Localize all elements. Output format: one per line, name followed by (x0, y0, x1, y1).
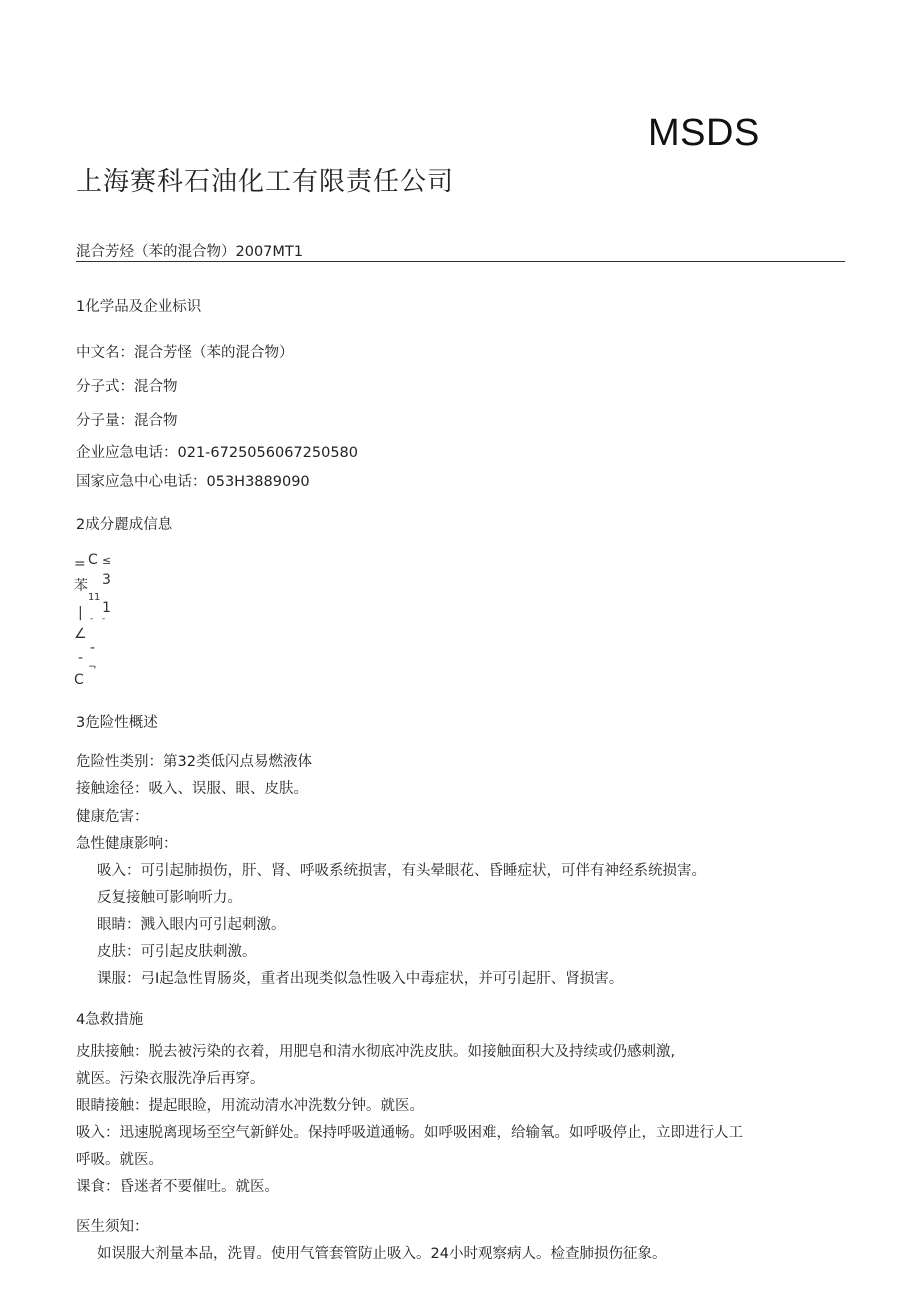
garbled-glyph: - (78, 650, 84, 666)
garbled-glyph: = (74, 556, 86, 572)
garbled-glyph: 1 (88, 592, 95, 603)
garbled-glyph: 3 (102, 572, 111, 588)
acute-health-effects-label: 急性健康影响： (76, 836, 178, 852)
garbled-glyph: C (74, 672, 84, 688)
garbled-glyph: ∠ (74, 626, 87, 642)
garbled-glyph: - (90, 614, 94, 624)
inhalation-aid-line1: 吸入：迅速脱离现场至空气新鲜处。保持呼吸道通畅。如呼吸困难，给输氧。如呼吸停止，立即进行人工 (76, 1125, 743, 1141)
chinese-name: 中文名：混合芳怪（苯的混合物） (76, 345, 294, 361)
document-title: 混合芳烃（苯的混合物）2007MT1 (76, 244, 303, 260)
section2-title: 2成分麗成信息 (76, 517, 173, 533)
hazard-category: 危险性类别：第32类低闪点易燃液体 (76, 754, 312, 770)
molecular-formula: 分子式：混合物 (76, 379, 178, 395)
doctor-notes-label: 医生须知： (76, 1219, 149, 1235)
ingestion-effect: 课服：弓I起急性胃肠炎，重者出现类似急性吸入中毒症状，并可引起肝、肾损害。 (97, 971, 624, 987)
garbled-glyph: - (90, 640, 96, 656)
garbled-glyph: 1 (102, 600, 111, 616)
skin-contact-line2: 就医。污染衣服洗净后再穿。 (76, 1071, 265, 1087)
exposure-route: 接触途径：吸入、误服、眼、皮肤。 (76, 781, 308, 797)
skin-contact-line1: 皮肤接触：脱去被污染的衣着，用肥皂和清水彻底冲洗皮肤。如接触面积大及持续或仍感刺激, (76, 1044, 676, 1060)
skin-effect: 皮肤：可引起皮肤刺激。 (97, 944, 257, 960)
garbled-glyph: C (88, 552, 98, 568)
ingestion-aid: 课食：昏迷者不要催吐。就医。 (76, 1179, 279, 1195)
garbled-composition-table (74, 553, 114, 691)
inhalation-aid-line2: 呼吸。就医。 (76, 1152, 163, 1168)
section1-title: 1化学品及企业标识 (76, 299, 202, 315)
molecular-weight: 分子量：混合物 (76, 413, 178, 429)
garbled-glyph: - (102, 614, 106, 624)
doctor-notes-text: 如误服大剂量本品，洗胃。使用气管套管防止吸入。24小时观察病人。检查肺损伤征象。 (97, 1246, 667, 1262)
garbled-glyph: 1 (94, 592, 101, 603)
garbled-glyph: ≤ (102, 554, 112, 567)
eye-contact: 眼睛接触：提起眼睑，用流动清水冲洗数分钟。就医。 (76, 1098, 424, 1114)
eye-effect: 眼睛：溅入眼内可引起刺激。 (97, 917, 286, 933)
company-name: 上海赛科石油化工有限责任公司 (76, 167, 455, 197)
section3-title: 3危险性概述 (76, 715, 158, 731)
garbled-glyph: ¬ (88, 662, 97, 673)
garbled-glyph: | (78, 605, 83, 621)
section4-title: 4急救措施 (76, 1012, 144, 1028)
msds-heading: MSDS (648, 112, 760, 154)
health-hazards-label: 健康危害： (76, 809, 149, 825)
national-emergency-phone: 国家应急中心电话：053H3889090 (76, 474, 310, 490)
hearing-effect: 反复接触可影响听力。 (97, 890, 242, 906)
garbled-glyph: 苯 (74, 578, 88, 594)
company-emergency-phone: 企业应急电话：021-6725056067250580 (76, 445, 359, 461)
title-divider (76, 261, 845, 262)
inhalation-effect: 吸入：可引起肺损伤，肝、肾、呼吸系统损害，有头晕眼花、昏睡症状，可伴有神经系统损害。 (97, 863, 706, 879)
